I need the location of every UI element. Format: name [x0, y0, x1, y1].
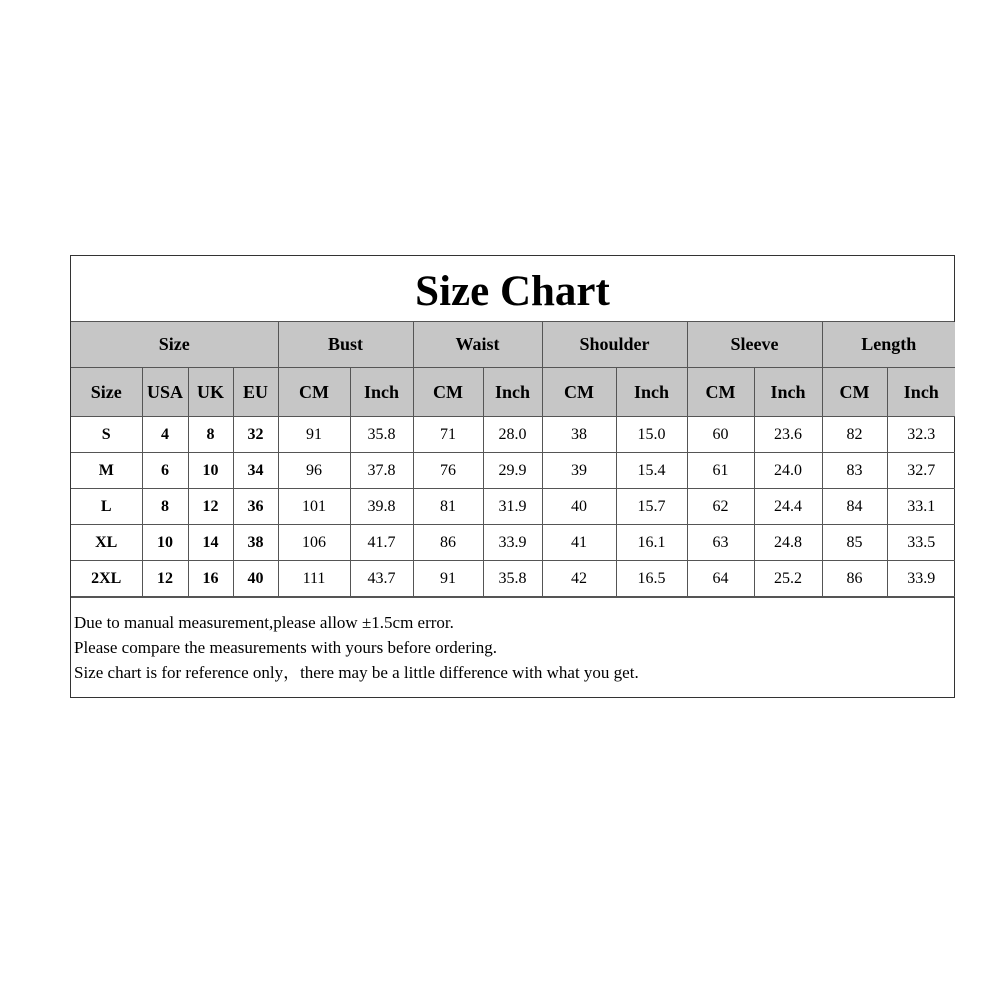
- group-header-sleeve: Sleeve: [687, 322, 822, 368]
- group-header-shoulder: Shoulder: [542, 322, 687, 368]
- table-cell: 4: [142, 417, 188, 453]
- table-cell: 32.7: [887, 453, 955, 489]
- table-cell: 82: [822, 417, 887, 453]
- group-header-waist: Waist: [413, 322, 542, 368]
- table-cell: 60: [687, 417, 754, 453]
- table-cell: 42: [542, 561, 616, 597]
- table-cell: 71: [413, 417, 483, 453]
- table-cell: 43.7: [350, 561, 413, 597]
- table-cell: 31.9: [483, 489, 542, 525]
- unit-header-row: [71, 368, 955, 417]
- table-cell: 33.5: [887, 525, 955, 561]
- table-cell: XL: [71, 525, 142, 561]
- table-cell: 76: [413, 453, 483, 489]
- table-cell: 36: [233, 489, 278, 525]
- table-cell: 81: [413, 489, 483, 525]
- table-cell: 106: [278, 525, 350, 561]
- table-cell: 86: [822, 561, 887, 597]
- table-cell: 101: [278, 489, 350, 525]
- table-cell: 39: [542, 453, 616, 489]
- unit-header-cell: UK: [188, 368, 233, 417]
- table-row: [71, 417, 955, 453]
- table-cell: 86: [413, 525, 483, 561]
- table-cell: 25.2: [754, 561, 822, 597]
- table-cell: 6: [142, 453, 188, 489]
- note-line: Due to manual measurement,please allow ±1.5cm error.: [74, 613, 454, 632]
- table-cell: 2XL: [71, 561, 142, 597]
- table-cell: 32: [233, 417, 278, 453]
- table-cell: 15.4: [616, 453, 687, 489]
- size-table: [71, 322, 955, 597]
- table-cell: 84: [822, 489, 887, 525]
- table-cell: 12: [142, 561, 188, 597]
- table-cell: 16.5: [616, 561, 687, 597]
- table-cell: 64: [687, 561, 754, 597]
- note-line: Please compare the measurements with yours before ordering.: [74, 638, 497, 657]
- table-cell: 33.9: [887, 561, 955, 597]
- table-cell: 91: [278, 417, 350, 453]
- table-cell: 40: [542, 489, 616, 525]
- unit-header-cell: Inch: [887, 368, 955, 417]
- table-cell: 15.7: [616, 489, 687, 525]
- unit-header-cell: USA: [142, 368, 188, 417]
- unit-header-cell: Inch: [483, 368, 542, 417]
- table-cell: 10: [188, 453, 233, 489]
- table-cell: 61: [687, 453, 754, 489]
- table-cell: 8: [188, 417, 233, 453]
- unit-header-cell: Size: [71, 368, 142, 417]
- table-cell: 32.3: [887, 417, 955, 453]
- table-cell: 35.8: [483, 561, 542, 597]
- notes: [71, 597, 954, 685]
- table-cell: 24.0: [754, 453, 822, 489]
- table-row: [71, 561, 955, 597]
- table-cell: 29.9: [483, 453, 542, 489]
- unit-header-cell: CM: [542, 368, 616, 417]
- table-cell: 85: [822, 525, 887, 561]
- table-cell: 111: [278, 561, 350, 597]
- size-chart-frame: [70, 255, 955, 698]
- group-header-row: [71, 322, 955, 368]
- unit-header-cell: Inch: [616, 368, 687, 417]
- unit-header-cell: EU: [233, 368, 278, 417]
- table-cell: 10: [142, 525, 188, 561]
- table-cell: 16: [188, 561, 233, 597]
- table-cell: 23.6: [754, 417, 822, 453]
- table-cell: 62: [687, 489, 754, 525]
- table-cell: 37.8: [350, 453, 413, 489]
- table-cell: 24.4: [754, 489, 822, 525]
- table-cell: S: [71, 417, 142, 453]
- table-cell: 38: [233, 525, 278, 561]
- table-cell: 91: [413, 561, 483, 597]
- table-cell: 8: [142, 489, 188, 525]
- unit-header-cell: Inch: [754, 368, 822, 417]
- table-row: [71, 489, 955, 525]
- table-cell: 33.1: [887, 489, 955, 525]
- group-header-size: Size: [71, 322, 278, 368]
- table-cell: 28.0: [483, 417, 542, 453]
- table-cell: 38: [542, 417, 616, 453]
- unit-header-cell: CM: [687, 368, 754, 417]
- table-row: [71, 525, 955, 561]
- unit-header-cell: CM: [822, 368, 887, 417]
- table-cell: L: [71, 489, 142, 525]
- table-cell: 34: [233, 453, 278, 489]
- table-cell: 15.0: [616, 417, 687, 453]
- table-cell: 16.1: [616, 525, 687, 561]
- table-cell: 35.8: [350, 417, 413, 453]
- group-header-bust: Bust: [278, 322, 413, 368]
- table-cell: 83: [822, 453, 887, 489]
- table-cell: 24.8: [754, 525, 822, 561]
- unit-header-cell: CM: [278, 368, 350, 417]
- group-header-length: Length: [822, 322, 955, 368]
- table-cell: 40: [233, 561, 278, 597]
- unit-header-cell: CM: [413, 368, 483, 417]
- table-cell: 14: [188, 525, 233, 561]
- table-cell: 39.8: [350, 489, 413, 525]
- unit-header-cell: Inch: [350, 368, 413, 417]
- table-cell: 41.7: [350, 525, 413, 561]
- note-line: Size chart is for reference only，there may be a little difference with what you get.: [74, 663, 639, 682]
- table-cell: M: [71, 453, 142, 489]
- chart-title: Size Chart: [71, 256, 954, 322]
- table-cell: 41: [542, 525, 616, 561]
- table-cell: 33.9: [483, 525, 542, 561]
- table-cell: 96: [278, 453, 350, 489]
- table-cell: 12: [188, 489, 233, 525]
- table-cell: 63: [687, 525, 754, 561]
- table-row: [71, 453, 955, 489]
